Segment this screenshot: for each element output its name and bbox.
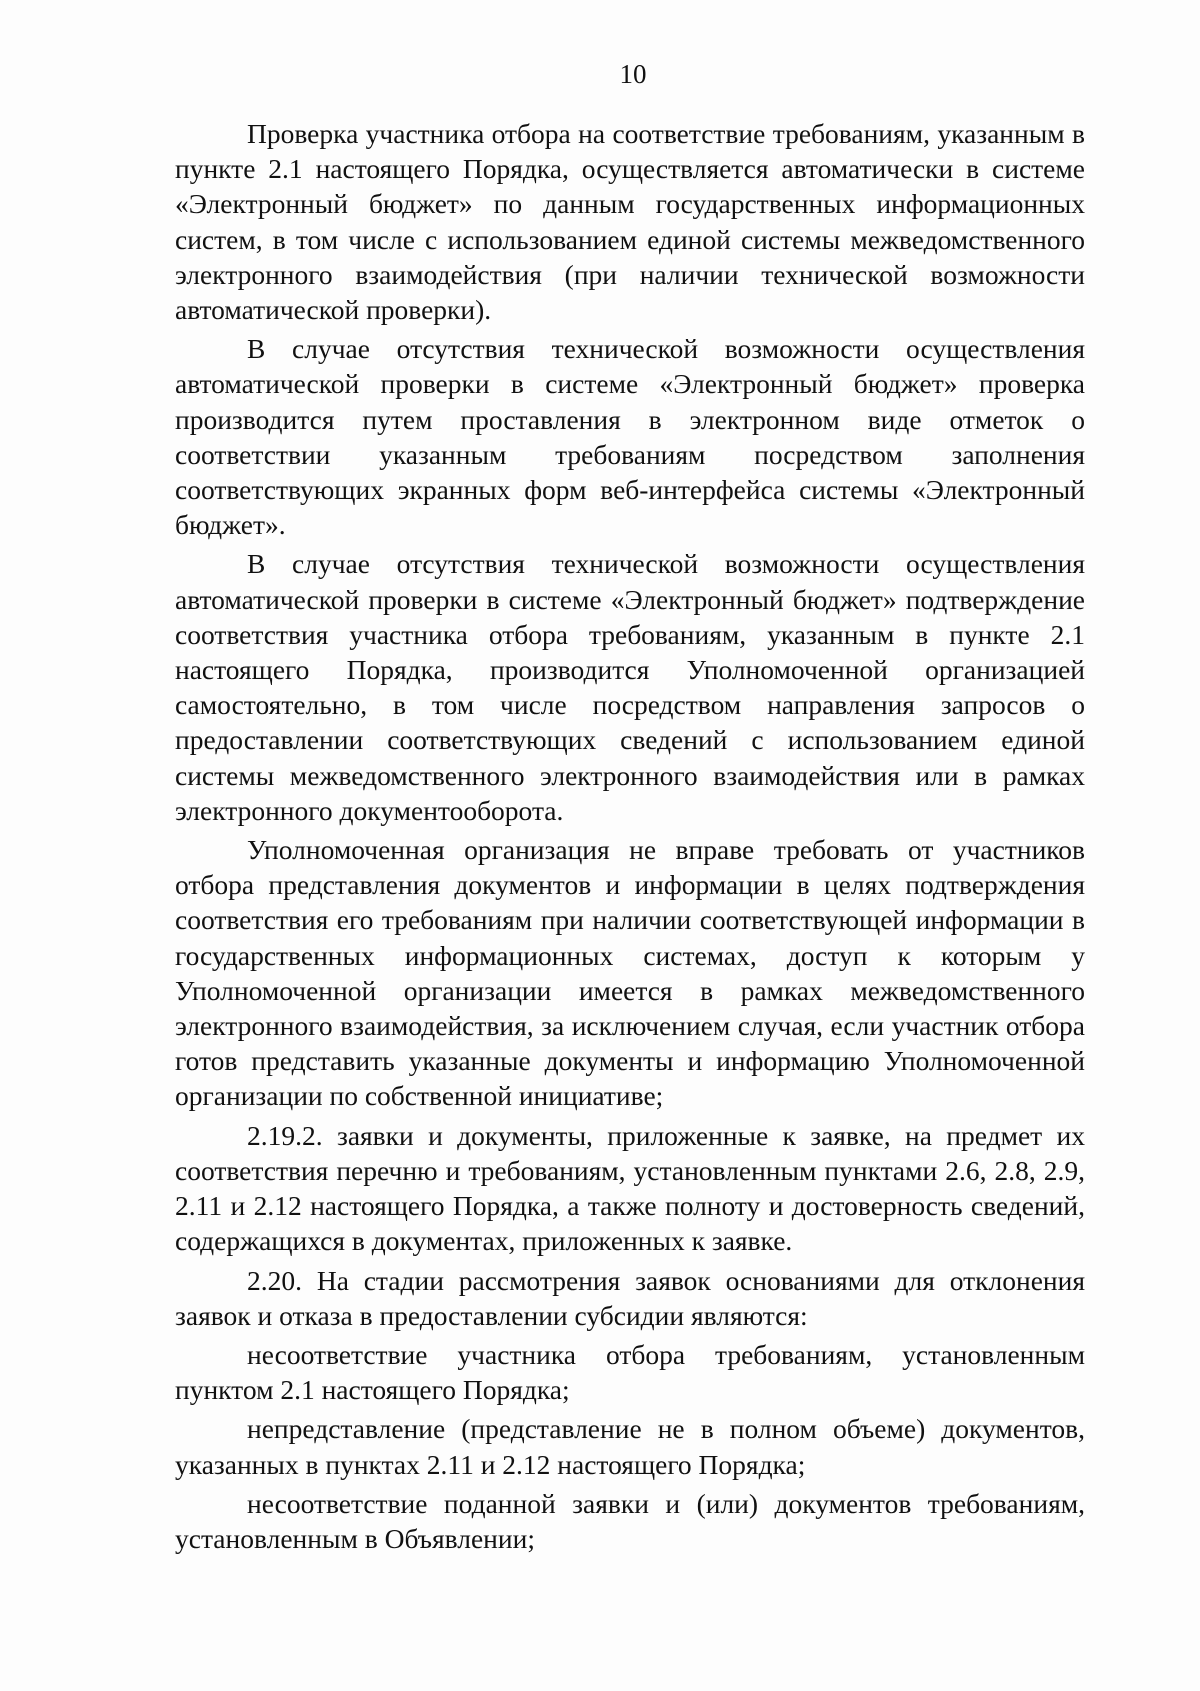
paragraph-manual-check: В случае отсутствия технической возможности осуществления автоматической проверки в системе «Электронный бюджет» проверка производится путем проставления в электронном виде отметок о соответствии указанным требованиям посредством заполнения соответствующих экранных форм веб-интерфейса системы «Электронный бюджет».: [175, 333, 1085, 541]
paragraph-confirmation-by-organization: В случае отсутствия технической возможности осуществления автоматической проверки в системе «Электронный бюджет» подтверждение соответствия участника отбора требованиям, указанным в пункте 2.1 настоящего Порядка, производится Уполномоченной организацией самостоятельно, в том числе посредством направления запросов о предоставлении соответствующих сведений с использованием единой системы межведомственного электронного взаимодействия или в рамках электронного документооборота.: [175, 548, 1085, 826]
paragraph-rejection-reason-1: несоответствие участника отбора требованиям, установленным пунктом 2.1 настоящего Порядка;: [175, 1338, 1085, 1406]
paragraph-2-19-2: 2.19.2. заявки и документы, приложенные к заявке, на предмет их соответствия перечню и требованиям, установленным пунктами 2.6, 2.8, 2.9, 2.11 и 2.12 настоящего Порядка, а также полноту и достоверность сведений, содержащихся в документах, приложенных к заявке.: [175, 1119, 1085, 1257]
paragraph-participant-check: Проверка участника отбора на соответствие требованиям, указанным в пункте 2.1 настоящего Порядка, осуществляется автоматически в системе «Электронный бюджет» по данным государственных информационных систем, в том числе с использованием единой системы межведомственного электронного взаимодействия (при наличии технической возможности автоматической проверки).: [175, 118, 1085, 326]
paragraph-rejection-reason-2: непредставление (представление не в полном объеме) документов, указанных в пунктах 2.11 и 2.12 настоящего Порядка;: [175, 1413, 1085, 1480]
paragraph-rejection-reason-3: несоответствие поданной заявки и (или) документов требованиям, установленным в Объявлении;: [175, 1487, 1085, 1554]
page-number: 10: [619, 59, 647, 89]
document-body: [175, 116, 1085, 1560]
paragraph-2-20: 2.20. На стадии рассмотрения заявок основаниями для отклонения заявок и отказа в предоставлении субсидии являются:: [175, 1264, 1085, 1331]
paragraph-no-document-request: Уполномоченная организация не вправе требовать от участников отбора представления документов и информации в целях подтверждения соответствия его требованиям при наличии соответствующей информации в государственных информационных системах, доступ к которым у Уполномоченной организации имеется в рамках межведомственного электронного взаимодействия, за исключением случая, если участник отбора готов представить указанные документы и информацию Уполномоченной организации по собственной инициативе;: [175, 834, 1085, 1112]
